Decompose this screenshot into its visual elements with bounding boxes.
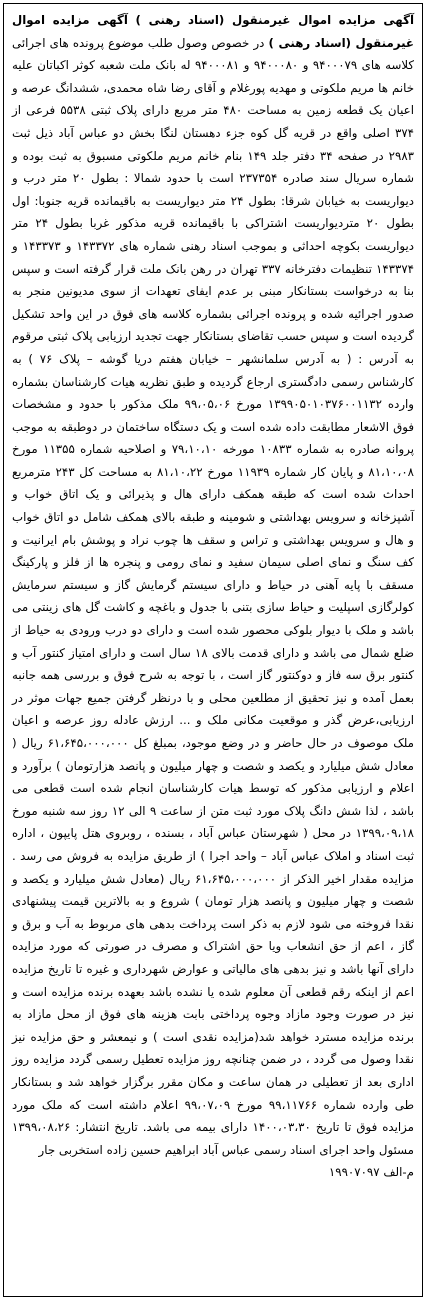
auction-notice	[3, 3, 423, 1297]
notice-title: آگهی مزایده اموال غیرمنقول (اسناد رهنی ) آگهی مزایده اموال غیرمنقول (اسناد رهنی )	[12, 13, 414, 50]
notice-code: م-الف ۱۹۹۰۷۰۹۷	[328, 1165, 414, 1180]
notice-body-paragraph	[12, 9, 414, 1161]
notice-body: در خصوص وصول طلب موضوع پرونده های اجرائی کلاسه های ۹۴۰۰۰۷۹ و ۹۴۰۰۰۸۰ و ۹۴۰۰۰۸۱ له بانک ملت شعبه کوثر اکباتان علیه خانم ها مریم ملکوتی و مهدیه پورغلام و آقای رضا شاه محمدی، ششدانگ عرصه و اعیان یک قطعه زمین به مساحت ۴۸۰ متر مربع دارای پلاک ثبتی ۵۵۳۸ فرعی از ۳۷۴ اصلی واقع در قریه گل کوه جزء دهستان لنگا بخش دو عباس آباد ذیل ثبت ۲۹۸۳ در صفحه ۳۴ دفتر جلد ۱۴۹ بنام خانم مریم ملکوتی مسبوق به ثبت بوده و شماره سریال سند صادره ۲۳۷۳۵۴ است با حدود شمالا : بطول ۲۰ متر درب و دیواریست به خیابان شرقا: بطول ۲۴ متر دیواریست به باقیمانده قریه جنوبا: اول بطول ۲۰ متردیواریست اشتراکی با باقیمانده قریه مذکور غربا بطول ۲۴ متر دیواریست بکوچه احداثی و بموجب اسناد رهنی شماره های ۱۴۳۳۷۲ و ۱۴۳۳۷۳ و ۱۴۳۳۷۴ تنظیمات دفترخانه ۳۳۷ تهران در رهن بانک ملت قرار گرفته است و سپس بنا به درخواست بستانکار مبنی بر عدم ایفای تعهدات از سوی مدیونین منجر به صدور اجرائیه شده و پرونده اجرائی بشماره کلاسه های فوق در این واحد تشکیل گردیده است و سپس حسب تقاضای بستانکار جهت تجدید ارزیابی پلاک ثبتی مرقوم به آدرس : ( به آدرس سلمانشهر – خیابان هفتم دریا گوشه – پلاک ۷۶ ) به کارشناس رسمی دادگستری ارجاع گردیده و طبق نظریه هیات کارشناسان بشماره وارده ۱۳۹۹۰۵۰۱۰۳۷۶۰۰۱۱۳۲ مورخ ۹۹،۰۵،۰۶ ملک مذکور با حدود و مشخصات فوق الاشعار مطابقت داده شده است و یک دستگاه ساختمان در دوطبقه به موجب پروانه صادره به شماره ۱۰۸۳۳ مورخه ۷۹،۱۰،۱۰ و اصلاحیه شماره ۱۱۳۵۵ مورخ ۸۱،۱۰،۰۸ و پایان کار شماره ۱۱۹۳۹ مورخ ۸۱،۱۰،۲۲ به مساحت کل ۲۴۳ مترمربع احداث شده است که طبقه همکف دارای هال و پذیرائی و یک اتاق خواب و آشپزخانه و سرویس بهداشتی و شومینه و طبقه بالای همکف شامل دو اتاق خواب و هال و سرویس بهداشتی و تراس و سقف ها چوب نراد و پوشش بام ایرانیت و کف سنگ و نمای اصلی سیمان سفید و نمای رومی و پنجره ها از فلز و پارکینگ مسقف با پایه آهنی در حیاط و دارای سیستم گرمایش گاز و سیستم سرمایش کولرگازی اسپلیت و حیاط سازی بتنی با جدول و باغچه و کاشت گل های زینتی می باشد و ملک با دیوار بلوکی محصور شده است و دارای دو درب ورودی به حیاط از ضلع شمال می باشد و دارای قدمت بالای ۱۸ سال است و دارای امتیاز کنتور آب و کنتور برق سه فاز و دوکنتور گاز است ، با توجه به شرح فوق و بررسی همه جانبه بعمل آمده و نیز تحقیق از مطلعین محلی و با درنظر گرفتن جمیع جهات موثر در ارزیابی،عرض گذر و موقعیت مکانی ملک و ... ارزش عادله روز عرصه و اعیان ملک موصوف در حال حاضر و در وضع موجود، بمبلغ کل ۶۱،۶۴۵،۰۰۰،۰۰۰ ریال ( معادل شش میلیارد و یکصد و شصت و چهار میلیون و پانصد هزارتومان ) برآورد و اعلام و ارزیابی مذکور که توسط هیات کارشناسان انجام شده است قطعی می باشد ، لذا شش دانگ پلاک مورد ثبت متن از ساعت ۹ الی ۱۲ روز سه شنبه مورخ ۱۳۹۹،۰۹،۱۸ در محل ( شهرستان عباس آباد ، بسنده ، روبروی هتل پایپون ، اداره ثبت اسناد و املاک عباس آباد – واحد اجرا ) از طریق مزایده به فروش می رسد . مزایده مقدار اخیر الذکر از ۶۱،۶۴۵،۰۰۰،۰۰۰ ریال (معادل شش میلیارد و یکصد و شصت و چهار میلیون و پانصد هزار تومان ) شروع و به بالاترین قیمت پیشنهادی نقدا فروخته می شود لازم به ذکر است پرداخت بدهی های مربوط به آب و برق و گاز ، اعم از حق انشعاب ویا حق اشتراک و مصرف در صورتی که مورد مزایده دارای آنها باشد و نیز بدهی های مالیاتی و عوارض شهرداری و غیره تا تاریخ مزایده اعم از اینکه رقم قطعی آن معلوم شده یا نشده باشد بعهده برنده مزایده است و نیز در صورت وجود مازاد وجوه پرداختی بابت هزینه های فوق از محل مازاد به برنده مزایده مسترد خواهد شد(مزایده نقدی است ) و نیمعشر و حق مزایده نیز نقدا وصول می گردد ، در ضمن چنانچه روز مزایده تعطیل رسمی گردد مزایده روز اداری بعد از تعطیلی در همان ساعت و مکان مقرر برگزار خواهد شد و بستانکار طی وارده شماره ۹۹،۱۱۷۶۶ مورخ ۹۹،۰۷،۰۹ اعلام داشته است که ملک مورد مزایده فوق تا تاریخ ۱۴۰۰،۰۳،۳۰ دارای بیمه می باشد. تاریخ انتشار: ۱۳۹۹،۰۸،۲۶ مسئول واحد اجرای اسناد رسمی عباس آباد ابراهیم حسین زاده استخربی جار	[12, 35, 415, 1157]
